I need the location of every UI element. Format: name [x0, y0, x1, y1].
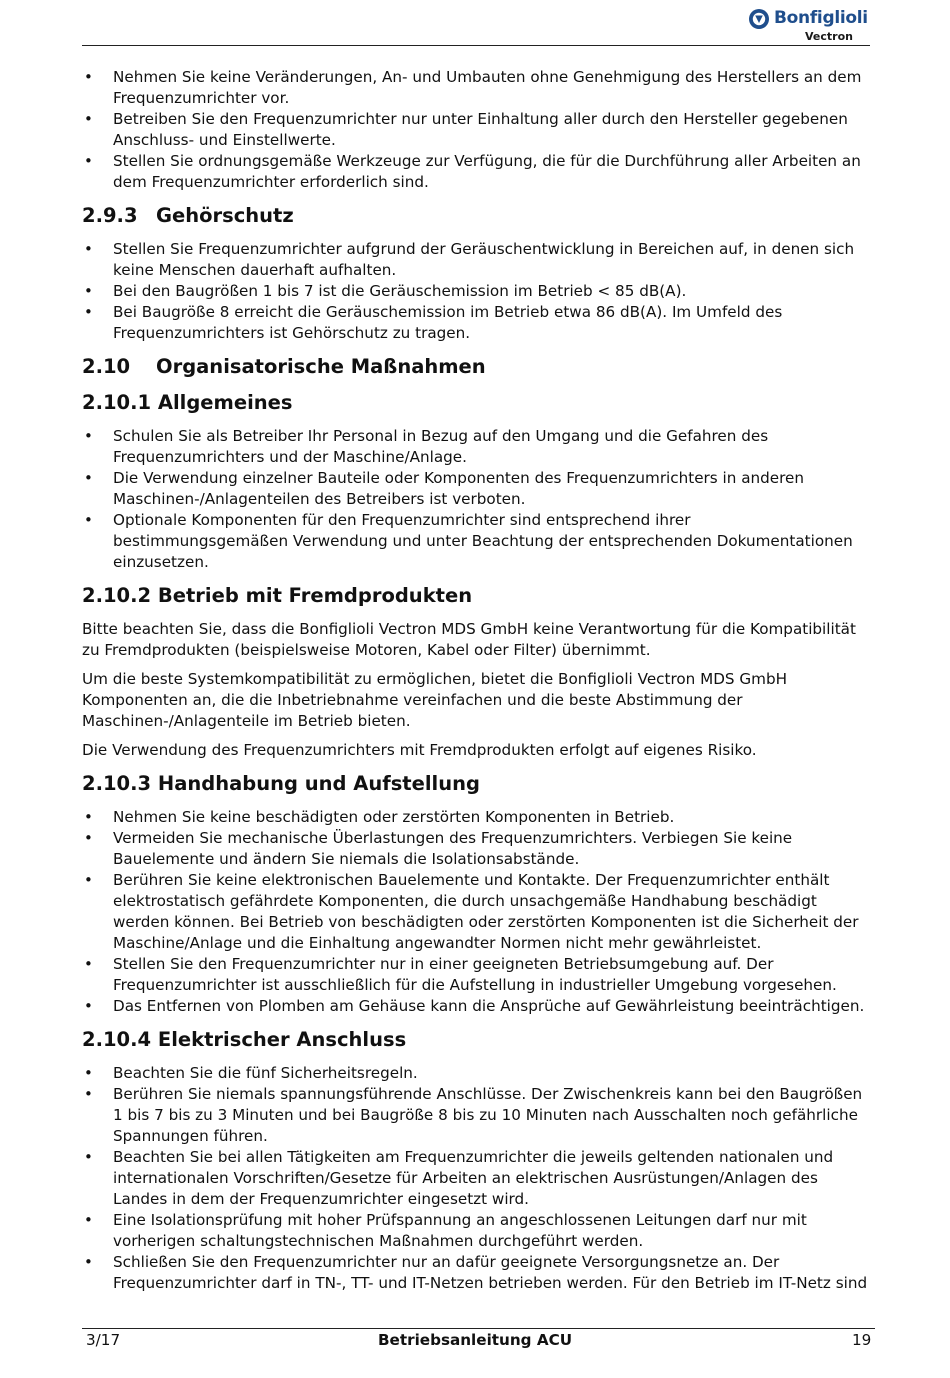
list-item: • Vermeiden Sie mechanische Überlastungen des Frequenzumrichters. Verbiegen Sie keine Bauelemente und ändern Sie niemals die Isolationsabstände.	[82, 828, 870, 870]
list-item: • Schulen Sie als Betreiber Ihr Personal in Bezug auf den Umgang und die Gefahren des Frequenzumrichters und der Maschine/Anlage.	[82, 426, 870, 468]
list-item: • Berühren Sie keine elektronischen Bauelemente und Kontakte. Der Frequenzumrichter enthält elektrostatisch gefährdete Komponenten, die durch unsachgemäße Handhabung beschädigt werden können. Bei Betrieb von beschädigten oder zerstörten Komponenten ist die Sicherheit der Maschine/Anlage und die Einhaltung angewandter Normen nicht mehr gewährleistet.	[82, 870, 870, 954]
footer-title: Betriebsanleitung ACU	[377, 1331, 573, 1349]
list-item: • Stellen Sie den Frequenzumrichter nur in einer geeigneten Betriebsumgebung auf. Der Frequenzumrichter ist ausschließlich für die Aufstellung in industrieller Umgebung vorgesehen.	[82, 954, 870, 996]
list-item: • Betreiben Sie den Frequenzumrichter nur unter Einhaltung aller durch den Hersteller gegebenen Anschluss- und Einstellwerte.	[82, 109, 870, 151]
section-heading-2-10-4	[82, 1027, 870, 1053]
list-item: • Berühren Sie niemals spannungsführende Anschlüsse. Der Zwischenkreis kann bei den Baugrößen 1 bis 7 bis zu 3 Minuten und bei Baugröße 8 bis zu 10 Minuten nach Ausschalten noch gefährliche Spannungen führen.	[82, 1084, 870, 1147]
section-heading-2-10-2	[82, 583, 870, 609]
general-list	[82, 426, 870, 573]
logo-subtitle: Vectron	[805, 30, 853, 43]
paragraph: Die Verwendung des Frequenzumrichters mit Fremdprodukten erfolgt auf eigenes Risiko.	[82, 741, 757, 759]
list-item: • Eine Isolationsprüfung mit hoher Prüfspannung an angeschlossenen Leitungen darf nur mit vorherigen schaltungstechnischen Maßnahmen durchgeführt werden.	[82, 1210, 870, 1252]
list-item: • Nehmen Sie keine Veränderungen, An- und Umbauten ohne Genehmigung des Herstellers an dem Frequenzumrichter vor.	[82, 67, 870, 109]
section-title: Betrieb mit Fremdprodukten	[157, 584, 473, 607]
handling-list	[82, 807, 870, 1017]
logo-wordmark: Bonfiglioli	[774, 8, 868, 28]
section-number: 2.10.2	[82, 584, 152, 607]
section-number: 2.10	[82, 355, 131, 378]
page-number: 19	[852, 1331, 872, 1349]
list-item: • Bei Baugröße 8 erreicht die Geräuschemission im Betrieb etwa 86 dB(A). Im Umfeld des Frequenzumrichters ist Gehörschutz zu tragen.	[82, 302, 870, 344]
paragraph: Bitte beachten Sie, dass die Bonfiglioli Vectron MDS GmbH keine Verantwortung für die Kompatibilität zu Fremdprodukten (beispielsweise Motoren, Kabel oder Filter) übernimmt.	[82, 620, 856, 659]
list-item: • Bei den Baugrößen 1 bis 7 ist die Geräuschemission im Betrieb < 85 dB(A).	[82, 281, 870, 302]
list-item: • Die Verwendung einzelner Bauteile oder Komponenten des Frequenzumrichters in anderen Maschinen-/Anlagenteilen des Betreibers ist verboten.	[82, 468, 870, 510]
footer-divider	[82, 1328, 875, 1329]
section-number: 2.10.3	[82, 772, 152, 795]
section-number: 2.9.3	[82, 204, 138, 227]
hearing-protection-list	[82, 239, 870, 344]
intro-list	[82, 67, 870, 193]
list-item: • Stellen Sie Frequenzumrichter aufgrund der Geräuschentwicklung in Bereichen auf, in denen sich keine Menschen dauerhaft aufhalten.	[82, 239, 870, 281]
paragraph: Um die beste Systemkompatibilität zu ermöglichen, bietet die Bonfiglioli Vectron MDS GmbH Komponenten an, die die Inbetriebnahme vereinfachen und die beste Abstimmung der Maschinen-/Anlagenteile im Betrieb bieten.	[82, 670, 788, 730]
section-title: Elektrischer Anschluss	[157, 1028, 407, 1051]
bonfiglioli-logo-icon	[748, 8, 770, 30]
list-item: • Stellen Sie ordnungsgemäße Werkzeuge zur Verfügung, die für die Durchführung aller Arbeiten an dem Frequenzumrichter erforderlich sind.	[82, 151, 870, 193]
section-heading-2-10-3	[82, 771, 870, 797]
electrical-list	[82, 1063, 870, 1294]
list-item: • Optionale Komponenten für den Frequenzumrichter sind entsprechend ihrer bestimmungsgemäßen Verwendung und unter Beachtung der entsprechenden Dokumentationen einzusetzen.	[82, 510, 870, 573]
header-divider	[82, 45, 870, 46]
section-heading-2-9-3	[82, 203, 870, 229]
section-title: Handhabung und Aufstellung	[157, 772, 480, 795]
section-heading-2-10-1	[82, 390, 870, 416]
section-number: 2.10.1	[82, 391, 152, 414]
list-item: • Beachten Sie die fünf Sicherheitsregeln.	[82, 1063, 870, 1084]
list-item: • Beachten Sie bei allen Tätigkeiten am Frequenzumrichter die jeweils geltenden nationalen und internationalen Vorschriften/Gesetze für Arbeiten an elektrischen Ausrüstungen/Anlagen des Landes in dem der Frequenzumrichter eingesetzt wird.	[82, 1147, 870, 1210]
page-content	[82, 67, 870, 1294]
section-title: Organisatorische Maßnahmen	[156, 355, 486, 378]
section-title: Gehörschutz	[156, 204, 294, 227]
list-item: • Nehmen Sie keine beschädigten oder zerstörten Komponenten in Betrieb.	[82, 807, 870, 828]
section-heading-2-10	[82, 354, 870, 380]
bonfiglioli-logo	[748, 6, 872, 44]
section-title: Allgemeines	[157, 391, 293, 414]
section-number: 2.10.4	[82, 1028, 152, 1051]
list-item: • Das Entfernen von Plomben am Gehäuse kann die Ansprüche auf Gewährleistung beeinträchtigen.	[82, 996, 870, 1017]
list-item: • Schließen Sie den Frequenzumrichter nur an dafür geeignete Versorgungsnetze an. Der Frequenzumrichter darf in TN-, TT- und IT-Netzen betrieben werden. Für den Betrieb im IT-Netz sind	[82, 1252, 870, 1294]
footer-edition: 3/17	[86, 1331, 121, 1349]
